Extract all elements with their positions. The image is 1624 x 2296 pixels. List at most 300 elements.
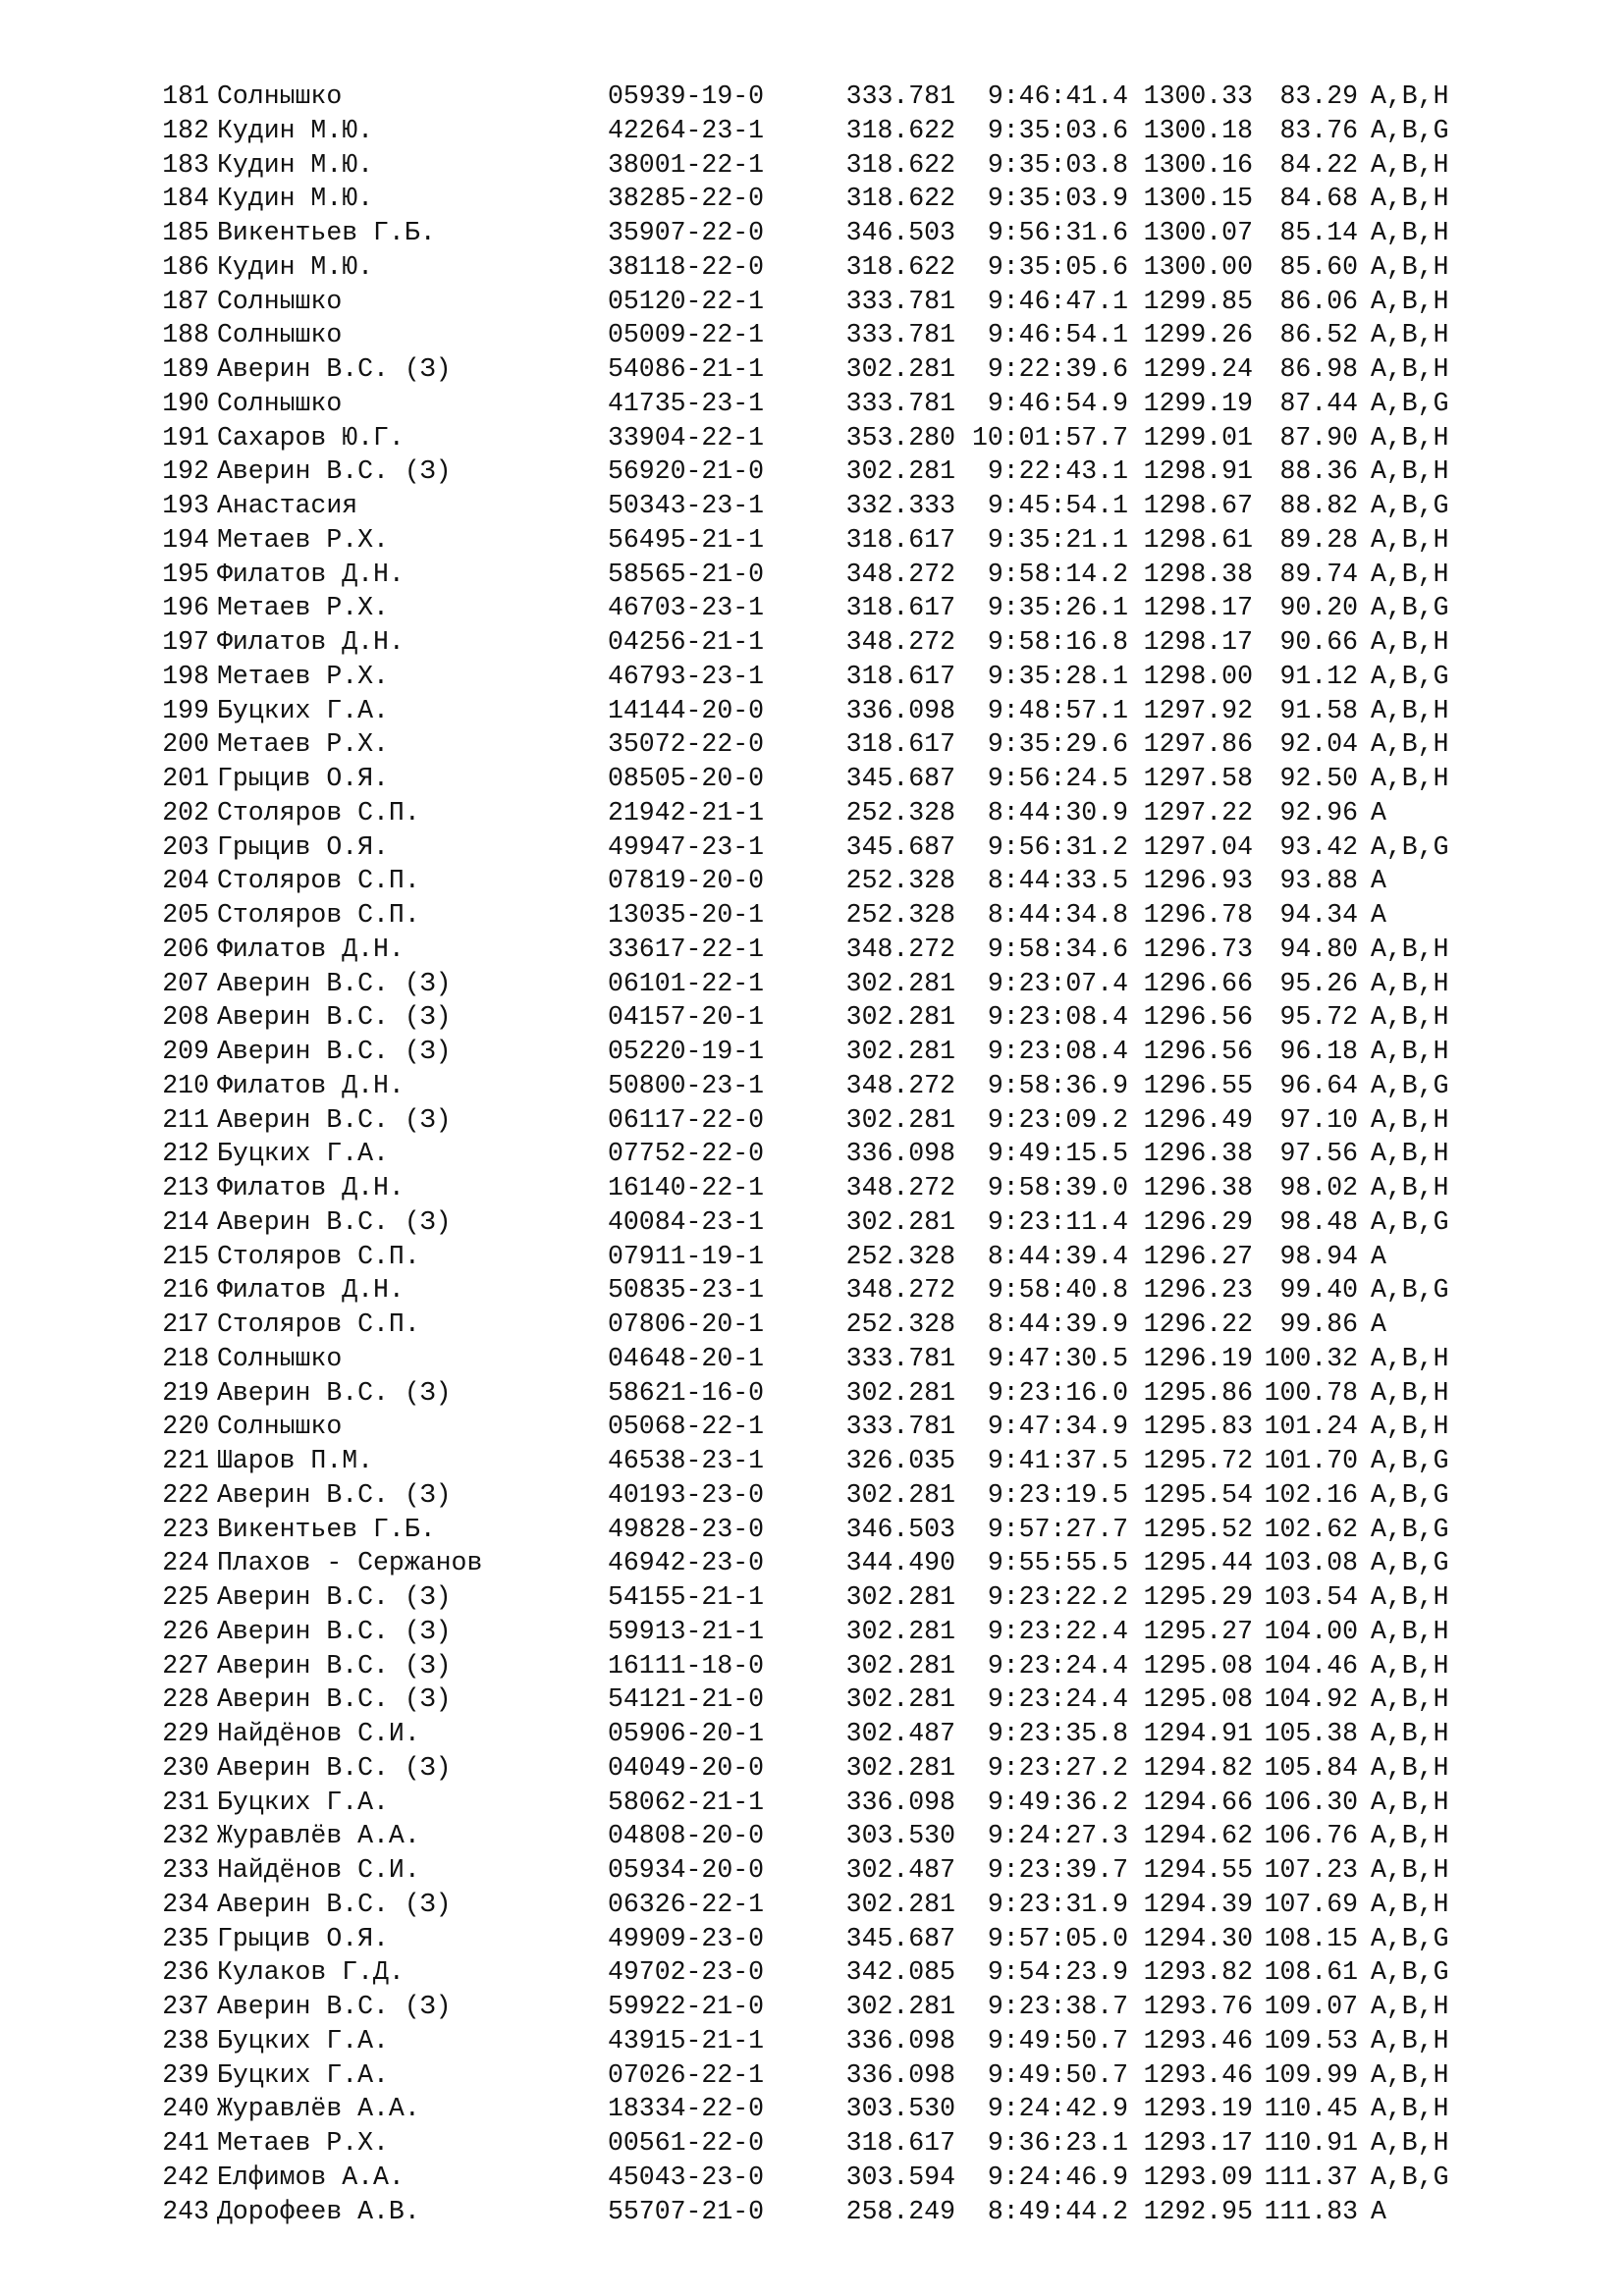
owner-name: Филатов Д.Н. bbox=[217, 627, 405, 657]
distance: 345.687 bbox=[845, 1923, 955, 1953]
result-row bbox=[144, 114, 1597, 148]
result-row bbox=[144, 967, 1597, 1001]
owner-name: Елфимов А.А. bbox=[217, 2162, 405, 2192]
ring-number: 35072-22-0 bbox=[608, 729, 765, 760]
owner-name: Метаев Р.Х. bbox=[217, 524, 389, 555]
distance: 302.281 bbox=[845, 968, 955, 998]
ring-number: 38001-22-1 bbox=[608, 149, 765, 180]
result-row bbox=[144, 1513, 1597, 1547]
class-codes: A,B,H bbox=[1371, 1787, 1449, 1817]
owner-name: Столяров С.П. bbox=[217, 1241, 420, 1271]
arrival-time: 9:23:35.8 bbox=[987, 1719, 1128, 1748]
result-row bbox=[144, 694, 1597, 728]
arrival-time: 9:48:57.1 bbox=[987, 695, 1128, 725]
coefficient: 84.22 bbox=[1279, 149, 1358, 180]
ring-number: 59913-21-1 bbox=[608, 1616, 765, 1646]
speed: 1298.00 bbox=[1143, 661, 1253, 691]
class-codes: A,B,H bbox=[1371, 149, 1449, 180]
coefficient: 104.92 bbox=[1264, 1684, 1358, 1715]
distance: 348.272 bbox=[845, 559, 955, 589]
coefficient: 108.15 bbox=[1264, 1923, 1358, 1953]
result-row bbox=[144, 1955, 1597, 1990]
row-number: 204 bbox=[162, 866, 209, 896]
coefficient: 95.26 bbox=[1279, 968, 1358, 998]
speed: 1300.00 bbox=[1143, 251, 1253, 282]
result-row bbox=[144, 1103, 1597, 1138]
speed: 1298.38 bbox=[1143, 559, 1253, 589]
arrival-time: 9:36:23.1 bbox=[987, 2128, 1128, 2158]
distance: 318.622 bbox=[845, 115, 955, 145]
row-number: 223 bbox=[162, 1514, 209, 1544]
owner-name: Журавлёв А.А. bbox=[217, 1821, 420, 1851]
row-number: 198 bbox=[162, 661, 209, 691]
class-codes: A,B,G bbox=[1371, 2162, 1449, 2192]
class-codes: A,B,H bbox=[1371, 559, 1449, 589]
result-row bbox=[144, 1171, 1597, 1205]
coefficient: 94.80 bbox=[1279, 934, 1358, 964]
coefficient: 92.50 bbox=[1279, 764, 1358, 793]
result-row bbox=[144, 285, 1597, 319]
distance: 348.272 bbox=[845, 1173, 955, 1202]
speed: 1296.78 bbox=[1143, 900, 1253, 930]
speed: 1296.38 bbox=[1143, 1173, 1253, 1202]
row-number: 239 bbox=[162, 2059, 209, 2090]
arrival-time: 9:56:31.2 bbox=[987, 831, 1128, 862]
distance: 302.281 bbox=[845, 354, 955, 384]
result-row bbox=[144, 421, 1597, 455]
speed: 1294.91 bbox=[1143, 1719, 1253, 1748]
distance: 302.281 bbox=[845, 1377, 955, 1408]
distance: 318.622 bbox=[845, 251, 955, 282]
result-row bbox=[144, 1410, 1597, 1444]
speed: 1296.27 bbox=[1143, 1241, 1253, 1271]
ring-number: 56495-21-1 bbox=[608, 524, 765, 555]
result-row bbox=[144, 182, 1597, 216]
class-codes: A,B,H bbox=[1371, 1139, 1449, 1169]
arrival-time: 9:49:50.7 bbox=[987, 2025, 1128, 2056]
ring-number: 43915-21-1 bbox=[608, 2025, 765, 2056]
owner-name: Филатов Д.Н. bbox=[217, 1070, 405, 1100]
speed: 1295.52 bbox=[1143, 1514, 1253, 1544]
coefficient: 111.37 bbox=[1264, 2162, 1358, 2192]
owner-name: Аверин В.С. (З) bbox=[217, 1002, 452, 1033]
arrival-time: 8:44:33.5 bbox=[987, 866, 1128, 896]
row-number: 195 bbox=[162, 559, 209, 589]
class-codes: A,B,H bbox=[1371, 2128, 1449, 2158]
owner-name: Викентьев Г.Б. bbox=[217, 218, 436, 247]
coefficient: 89.74 bbox=[1279, 559, 1358, 589]
speed: 1293.17 bbox=[1143, 2128, 1253, 2158]
ring-number: 38285-22-0 bbox=[608, 184, 765, 214]
ring-number: 49702-23-0 bbox=[608, 1957, 765, 1988]
coefficient: 91.58 bbox=[1279, 695, 1358, 725]
coefficient: 99.40 bbox=[1279, 1275, 1358, 1306]
owner-name: Плахов - Сержанов bbox=[217, 1548, 483, 1578]
speed: 1299.85 bbox=[1143, 286, 1253, 316]
arrival-time: 9:46:47.1 bbox=[987, 286, 1128, 316]
class-codes: A,B,G bbox=[1371, 1206, 1449, 1237]
distance: 346.503 bbox=[845, 1514, 955, 1544]
arrival-time: 9:23:38.7 bbox=[987, 1992, 1128, 2021]
distance: 302.487 bbox=[845, 1719, 955, 1748]
distance: 302.281 bbox=[845, 1002, 955, 1033]
speed: 1293.46 bbox=[1143, 2059, 1253, 2090]
row-number: 187 bbox=[162, 286, 209, 316]
owner-name: Буцких Г.А. bbox=[217, 695, 389, 725]
distance: 348.272 bbox=[845, 1070, 955, 1100]
speed: 1293.82 bbox=[1143, 1957, 1253, 1988]
result-row bbox=[144, 933, 1597, 967]
arrival-time: 9:35:26.1 bbox=[987, 593, 1128, 623]
row-number: 234 bbox=[162, 1889, 209, 1919]
arrival-time: 9:35:05.6 bbox=[987, 251, 1128, 282]
row-number: 196 bbox=[162, 593, 209, 623]
result-row bbox=[144, 523, 1597, 558]
ring-number: 49909-23-0 bbox=[608, 1923, 765, 1953]
speed: 1295.86 bbox=[1143, 1377, 1253, 1408]
coefficient: 86.98 bbox=[1279, 354, 1358, 384]
class-codes: A,B,H bbox=[1371, 695, 1449, 725]
owner-name: Метаев Р.Х. bbox=[217, 593, 389, 623]
ring-number: 40084-23-1 bbox=[608, 1206, 765, 1237]
arrival-time: 9:56:31.6 bbox=[987, 218, 1128, 247]
coefficient: 106.30 bbox=[1264, 1787, 1358, 1817]
coefficient: 108.61 bbox=[1264, 1957, 1358, 1988]
coefficient: 85.60 bbox=[1279, 251, 1358, 282]
class-codes: A,B,G bbox=[1371, 1923, 1449, 1953]
owner-name: Метаев Р.Х. bbox=[217, 661, 389, 691]
ring-number: 33617-22-1 bbox=[608, 934, 765, 964]
owner-name: Солнышко bbox=[217, 1343, 343, 1373]
arrival-time: 9:24:46.9 bbox=[987, 2162, 1128, 2192]
row-number: 228 bbox=[162, 1684, 209, 1715]
owner-name: Аверин В.С. (З) bbox=[217, 1889, 452, 1919]
row-number: 192 bbox=[162, 456, 209, 487]
class-codes: A,B,H bbox=[1371, 524, 1449, 555]
distance: 348.272 bbox=[845, 627, 955, 657]
class-codes: A,B,H bbox=[1371, 1173, 1449, 1202]
row-number: 233 bbox=[162, 1855, 209, 1885]
distance: 336.098 bbox=[845, 1139, 955, 1169]
class-codes: A,B,H bbox=[1371, 1412, 1449, 1442]
speed: 1296.22 bbox=[1143, 1309, 1253, 1339]
row-number: 222 bbox=[162, 1479, 209, 1510]
ring-number: 54086-21-1 bbox=[608, 354, 765, 384]
ring-number: 58621-16-0 bbox=[608, 1377, 765, 1408]
speed: 1296.93 bbox=[1143, 866, 1253, 896]
speed: 1295.83 bbox=[1143, 1412, 1253, 1442]
result-row bbox=[144, 1035, 1597, 1069]
coefficient: 101.24 bbox=[1264, 1412, 1358, 1442]
class-codes: A,B,H bbox=[1371, 286, 1449, 316]
distance: 318.617 bbox=[845, 593, 955, 623]
distance: 302.281 bbox=[845, 1650, 955, 1681]
class-codes: A,B,H bbox=[1371, 1992, 1449, 2021]
result-row bbox=[144, 1205, 1597, 1240]
ring-number: 07752-22-0 bbox=[608, 1139, 765, 1169]
distance: 333.781 bbox=[845, 286, 955, 316]
distance: 336.098 bbox=[845, 2059, 955, 2090]
coefficient: 89.28 bbox=[1279, 524, 1358, 555]
result-row bbox=[144, 2161, 1597, 2195]
owner-name: Найдёнов С.И. bbox=[217, 1719, 420, 1748]
row-number: 238 bbox=[162, 2025, 209, 2056]
speed: 1300.07 bbox=[1143, 218, 1253, 247]
speed: 1293.46 bbox=[1143, 2025, 1253, 2056]
class-codes: A,B,H bbox=[1371, 764, 1449, 793]
speed: 1296.49 bbox=[1143, 1104, 1253, 1135]
ring-number: 05068-22-1 bbox=[608, 1412, 765, 1442]
ring-number: 08505-20-0 bbox=[608, 764, 765, 793]
row-number: 189 bbox=[162, 354, 209, 384]
owner-name: Аверин В.С. (З) bbox=[217, 1037, 452, 1066]
speed: 1298.61 bbox=[1143, 524, 1253, 555]
distance: 302.281 bbox=[845, 1037, 955, 1066]
distance: 252.328 bbox=[845, 797, 955, 828]
speed: 1294.66 bbox=[1143, 1787, 1253, 1817]
owner-name: Буцких Г.А. bbox=[217, 1139, 389, 1169]
arrival-time: 9:23:39.7 bbox=[987, 1855, 1128, 1885]
coefficient: 97.56 bbox=[1279, 1139, 1358, 1169]
class-codes: A,B,H bbox=[1371, 934, 1449, 964]
coefficient: 83.29 bbox=[1279, 81, 1358, 111]
speed: 1299.24 bbox=[1143, 354, 1253, 384]
arrival-time: 9:58:36.9 bbox=[987, 1070, 1128, 1100]
arrival-time: 9:24:42.9 bbox=[987, 2094, 1128, 2124]
ring-number: 07026-22-1 bbox=[608, 2059, 765, 2090]
owner-name: Аверин В.С. (З) bbox=[217, 968, 452, 998]
arrival-time: 9:57:05.0 bbox=[987, 1923, 1128, 1953]
result-row bbox=[144, 864, 1597, 898]
speed: 1294.30 bbox=[1143, 1923, 1253, 1953]
owner-name: Солнышко bbox=[217, 286, 343, 316]
class-codes: A bbox=[1371, 1241, 1386, 1271]
owner-name: Аверин В.С. (З) bbox=[217, 1206, 452, 1237]
result-row bbox=[144, 796, 1597, 830]
result-row bbox=[144, 1580, 1597, 1615]
row-number: 214 bbox=[162, 1206, 209, 1237]
row-number: 230 bbox=[162, 1752, 209, 1783]
speed: 1295.72 bbox=[1143, 1446, 1253, 1475]
result-row bbox=[144, 2058, 1597, 2093]
speed: 1295.08 bbox=[1143, 1684, 1253, 1715]
ring-number: 49947-23-1 bbox=[608, 831, 765, 862]
row-number: 243 bbox=[162, 2196, 209, 2226]
speed: 1295.44 bbox=[1143, 1548, 1253, 1578]
arrival-time: 9:58:16.8 bbox=[987, 627, 1128, 657]
row-number: 190 bbox=[162, 388, 209, 418]
ring-number: 16111-18-0 bbox=[608, 1650, 765, 1681]
row-number: 242 bbox=[162, 2162, 209, 2192]
ring-number: 58062-21-1 bbox=[608, 1787, 765, 1817]
owner-name: Солнышко bbox=[217, 388, 343, 418]
owner-name: Дорофеев А.В. bbox=[217, 2196, 420, 2226]
class-codes: A,B,H bbox=[1371, 354, 1449, 384]
arrival-time: 9:23:31.9 bbox=[987, 1889, 1128, 1919]
class-codes: A,B,H bbox=[1371, 1752, 1449, 1783]
arrival-time: 9:49:36.2 bbox=[987, 1787, 1128, 1817]
coefficient: 104.00 bbox=[1264, 1616, 1358, 1646]
distance: 302.281 bbox=[845, 1684, 955, 1715]
ring-number: 06326-22-1 bbox=[608, 1889, 765, 1919]
arrival-time: 9:35:28.1 bbox=[987, 661, 1128, 691]
owner-name: Кудин М.Ю. bbox=[217, 184, 374, 214]
row-number: 203 bbox=[162, 831, 209, 862]
class-codes: A,B,H bbox=[1371, 2025, 1449, 2056]
speed: 1298.17 bbox=[1143, 593, 1253, 623]
distance: 302.281 bbox=[845, 1479, 955, 1510]
ring-number: 58565-21-0 bbox=[608, 559, 765, 589]
class-codes: A,B,H bbox=[1371, 218, 1449, 247]
coefficient: 98.94 bbox=[1279, 1241, 1358, 1271]
class-codes: A,B,H bbox=[1371, 1889, 1449, 1919]
class-codes: A,B,G bbox=[1371, 388, 1449, 418]
class-codes: A,B,H bbox=[1371, 81, 1449, 111]
result-row bbox=[144, 591, 1597, 625]
distance: 302.281 bbox=[845, 1582, 955, 1612]
row-number: 211 bbox=[162, 1104, 209, 1135]
row-number: 197 bbox=[162, 627, 209, 657]
arrival-time: 9:41:37.5 bbox=[987, 1446, 1128, 1475]
speed: 1292.95 bbox=[1143, 2196, 1253, 2226]
owner-name: Столяров С.П. bbox=[217, 866, 420, 896]
result-row bbox=[144, 1682, 1597, 1717]
distance: 318.622 bbox=[845, 149, 955, 180]
coefficient: 88.82 bbox=[1279, 491, 1358, 520]
row-number: 232 bbox=[162, 1821, 209, 1851]
speed: 1297.22 bbox=[1143, 797, 1253, 828]
result-row bbox=[144, 1717, 1597, 1751]
ring-number: 46793-23-1 bbox=[608, 661, 765, 691]
row-number: 225 bbox=[162, 1582, 209, 1612]
coefficient: 110.45 bbox=[1264, 2094, 1358, 2124]
owner-name: Аверин В.С. (З) bbox=[217, 1992, 452, 2021]
owner-name: Аверин В.С. (З) bbox=[217, 456, 452, 487]
row-number: 191 bbox=[162, 422, 209, 453]
speed: 1293.09 bbox=[1143, 2162, 1253, 2192]
row-number: 194 bbox=[162, 524, 209, 555]
result-row bbox=[144, 80, 1597, 114]
owner-name: Филатов Д.Н. bbox=[217, 559, 405, 589]
coefficient: 86.06 bbox=[1279, 286, 1358, 316]
speed: 1294.55 bbox=[1143, 1855, 1253, 1885]
coefficient: 100.32 bbox=[1264, 1343, 1358, 1373]
owner-name: Аверин В.С. (З) bbox=[217, 1479, 452, 1510]
owner-name: Метаев Р.Х. bbox=[217, 2128, 389, 2158]
result-row bbox=[144, 762, 1597, 796]
ring-number: 06101-22-1 bbox=[608, 968, 765, 998]
arrival-time: 9:35:03.6 bbox=[987, 115, 1128, 145]
owner-name: Аверин В.С. (З) bbox=[217, 1650, 452, 1681]
class-codes: A,B,H bbox=[1371, 422, 1449, 453]
ring-number: 21942-21-1 bbox=[608, 797, 765, 828]
coefficient: 85.14 bbox=[1279, 218, 1358, 247]
arrival-time: 9:47:30.5 bbox=[987, 1343, 1128, 1373]
speed: 1296.29 bbox=[1143, 1206, 1253, 1237]
distance: 336.098 bbox=[845, 1787, 955, 1817]
owner-name: Столяров С.П. bbox=[217, 1309, 420, 1339]
coefficient: 88.36 bbox=[1279, 456, 1358, 487]
distance: 333.781 bbox=[845, 1412, 955, 1442]
distance: 342.085 bbox=[845, 1957, 955, 1988]
ring-number: 56920-21-0 bbox=[608, 456, 765, 487]
class-codes: A,B,G bbox=[1371, 115, 1449, 145]
class-codes: A,B,H bbox=[1371, 251, 1449, 282]
speed: 1297.92 bbox=[1143, 695, 1253, 725]
coefficient: 102.16 bbox=[1264, 1479, 1358, 1510]
result-row bbox=[144, 2024, 1597, 2058]
distance: 302.281 bbox=[845, 1752, 955, 1783]
class-codes: A,B,H bbox=[1371, 627, 1449, 657]
speed: 1297.04 bbox=[1143, 831, 1253, 862]
speed: 1296.56 bbox=[1143, 1037, 1253, 1066]
ring-number: 04648-20-1 bbox=[608, 1343, 765, 1373]
class-codes: A,B,H bbox=[1371, 1616, 1449, 1646]
class-codes: A,B,G bbox=[1371, 1548, 1449, 1578]
row-number: 208 bbox=[162, 1002, 209, 1033]
row-number: 184 bbox=[162, 184, 209, 214]
distance: 302.487 bbox=[845, 1855, 955, 1885]
speed: 1295.08 bbox=[1143, 1650, 1253, 1681]
class-codes: A,B,G bbox=[1371, 1479, 1449, 1510]
coefficient: 92.96 bbox=[1279, 797, 1358, 828]
owner-name: Кулаков Г.Д. bbox=[217, 1957, 405, 1988]
distance: 336.098 bbox=[845, 2025, 955, 2056]
arrival-time: 9:56:24.5 bbox=[987, 764, 1128, 793]
row-number: 200 bbox=[162, 729, 209, 760]
row-number: 224 bbox=[162, 1548, 209, 1578]
result-row bbox=[144, 454, 1597, 489]
class-codes: A,B,H bbox=[1371, 1855, 1449, 1885]
ring-number: 07819-20-0 bbox=[608, 866, 765, 896]
distance: 252.328 bbox=[845, 866, 955, 896]
arrival-time: 9:46:41.4 bbox=[987, 81, 1128, 111]
class-codes: A,B,H bbox=[1371, 2059, 1449, 2090]
coefficient: 111.83 bbox=[1264, 2196, 1358, 2226]
result-row bbox=[144, 1990, 1597, 2024]
result-row bbox=[144, 1069, 1597, 1103]
speed: 1296.66 bbox=[1143, 968, 1253, 998]
owner-name: Грыцив О.Я. bbox=[217, 1923, 389, 1953]
speed: 1296.55 bbox=[1143, 1070, 1253, 1100]
ring-number: 55707-21-0 bbox=[608, 2196, 765, 2226]
result-row bbox=[144, 2126, 1597, 2161]
ring-number: 50343-23-1 bbox=[608, 491, 765, 520]
arrival-time: 9:24:27.3 bbox=[987, 1821, 1128, 1851]
owner-name: Шаров П.М. bbox=[217, 1446, 374, 1475]
distance: 318.617 bbox=[845, 524, 955, 555]
class-codes: A,B,H bbox=[1371, 1650, 1449, 1681]
class-codes: A,B,H bbox=[1371, 1037, 1449, 1066]
class-codes: A bbox=[1371, 797, 1386, 828]
ring-number: 50800-23-1 bbox=[608, 1070, 765, 1100]
class-codes: A,B,H bbox=[1371, 1684, 1449, 1715]
result-row bbox=[144, 318, 1597, 352]
class-codes: A,B,H bbox=[1371, 1343, 1449, 1373]
ring-number: 14144-20-0 bbox=[608, 695, 765, 725]
owner-name: Грыцив О.Я. bbox=[217, 831, 389, 862]
owner-name: Филатов Д.Н. bbox=[217, 1173, 405, 1202]
arrival-time: 9:49:50.7 bbox=[987, 2059, 1128, 2090]
speed: 1299.19 bbox=[1143, 388, 1253, 418]
ring-number: 04049-20-0 bbox=[608, 1752, 765, 1783]
arrival-time: 10:01:57.7 bbox=[971, 422, 1128, 453]
owner-name: Аверин В.С. (З) bbox=[217, 1684, 452, 1715]
distance: 333.781 bbox=[845, 81, 955, 111]
coefficient: 93.42 bbox=[1279, 831, 1358, 862]
coefficient: 93.88 bbox=[1279, 866, 1358, 896]
arrival-time: 9:23:07.4 bbox=[987, 968, 1128, 998]
